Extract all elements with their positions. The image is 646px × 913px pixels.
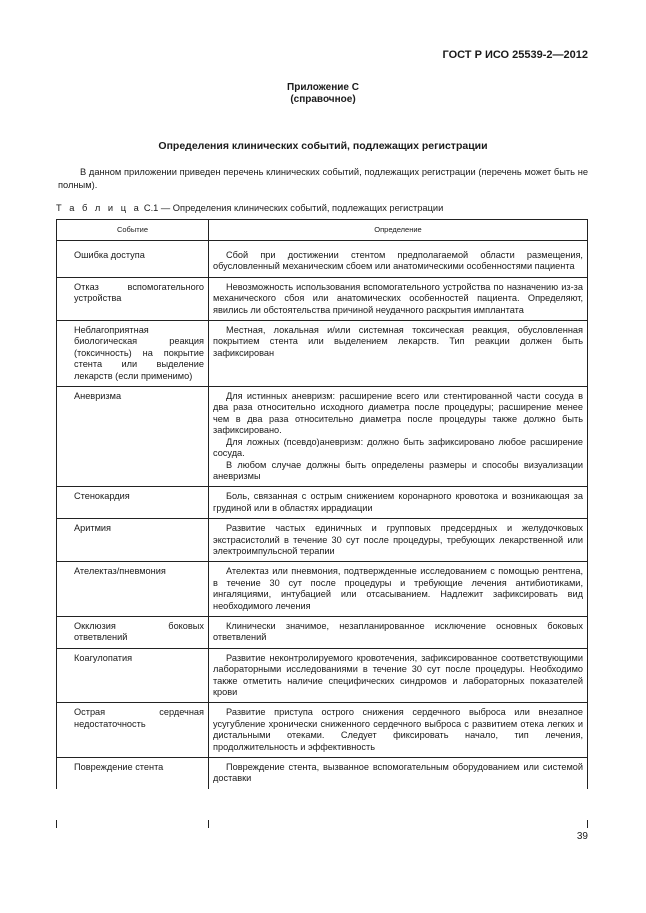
event-cell <box>57 321 209 387</box>
definition-paragraph: Местная, локальная и/или системная токсическая реакция, обусловленная покрытием стента или выделением лекарств. Тип реакции должен быть зафиксирован <box>213 325 583 358</box>
event-name: Коагулопатия <box>74 652 133 663</box>
table-row <box>57 246 588 277</box>
page-number: 39 <box>576 831 588 842</box>
event-cell <box>57 277 209 320</box>
table-border-middle <box>208 820 209 828</box>
definition-cell <box>209 616 588 648</box>
definition-cell <box>209 519 588 562</box>
appendix-heading <box>0 82 646 106</box>
definition-cell <box>209 562 588 617</box>
event-cell <box>57 703 209 758</box>
event-name: Окклюзия боковых ответвлений <box>74 620 204 643</box>
event-name: Аритмия <box>74 523 112 534</box>
table-row <box>57 616 588 648</box>
table-caption <box>56 203 443 213</box>
table-tail <box>56 820 588 828</box>
table-row <box>57 321 588 387</box>
table-border-right <box>587 820 588 828</box>
document-code: ГОСТ Р ИСО 25539-2—2012 <box>442 49 588 61</box>
definition-cell <box>209 277 588 320</box>
appendix-subtitle: (справочное) <box>290 94 356 105</box>
event-name: Неблагоприятная биологическая реакция (токсичность) на покрытие стента или выделение лекарств (если применимо) <box>74 325 204 381</box>
definition-cell <box>209 487 588 519</box>
table-caption-text: С.1 — Определения клинических событий, подлежащих регистрации <box>141 203 444 213</box>
event-name: Стенокардия <box>74 491 130 502</box>
clinical-events-table <box>56 219 588 789</box>
table-row <box>57 562 588 617</box>
table-row <box>57 703 588 758</box>
definition-paragraph: Развитие частых единичных и групповых предсердных и желудочковых экстрасистолий в течение 30 сут после процедуры, требующих лекарственной или электроимпульсной терапии <box>213 523 583 556</box>
event-cell <box>57 758 209 789</box>
definition-cell <box>209 321 588 387</box>
definition-paragraph: В любом случае должны быть определены размеры и способы визуализации аневризмы <box>213 459 583 481</box>
table-body <box>57 241 588 789</box>
definition-paragraph: Боль, связанная с острым снижением коронарного кровотока и возникающая за грудиной или в областях иррадиации <box>213 491 583 513</box>
table-row <box>57 758 588 789</box>
column-header-definition: Определение <box>209 220 588 241</box>
table-row <box>57 519 588 562</box>
table-border-left <box>56 820 57 828</box>
column-header-event: Событие <box>57 220 209 241</box>
definition-paragraph: Невозможность использования вспомогательного устройства по назначению из-за механического сбоя или анатомических особенностей пациента. Определяют, явились ли обстоятельства причиной неудачного раскрытия имплантата <box>213 281 583 315</box>
definition-paragraph: Ателектаз или пневмония, подтвержденные исследованием с помощью рентгена, в течение 30 сут после процедуры и требующие лечения антибиотиками, ингаляциями, интубацией или отсасыванием. Надлежит зафиксировать вид необходимого лечения <box>213 566 583 611</box>
event-name: Ателектаз/пневмония <box>74 566 166 577</box>
event-name: Ошибка доступа <box>74 250 145 260</box>
definition-paragraph: Сбой при достижении стентом предполагаемой области размещения, обусловленный механическим сбоем или анатомическими особенностями пациента <box>213 250 583 272</box>
event-name: Аневризма <box>74 391 122 402</box>
intro-paragraph: В данном приложении приведен перечень клинических событий, подлежащих регистрации (перечень может быть не полным). <box>58 167 588 190</box>
table-row <box>57 648 588 703</box>
definition-cell <box>209 387 588 487</box>
definition-paragraph: Развитие неконтролируемого кровотечения, зафиксированное соответствующими лабораторными исследованиями в течение 30 сут после процедуры. Необходимо также отметить наличие специфических синдромов и лабораторных показателей крови <box>213 652 583 697</box>
definition-cell <box>209 246 588 277</box>
event-name: Острая сердечная недостаточность <box>74 707 204 729</box>
table-caption-prefix: Т а б л и ц а <box>56 203 142 213</box>
event-cell <box>57 387 209 487</box>
event-cell <box>57 562 209 617</box>
event-cell <box>57 519 209 562</box>
definition-paragraph: Для истинных аневризм: расширение всего или стентированной части сосуда в два раза относительно исходного диаметра после процедуры; расширение менее чем в два раза относительно диаметра после процедуры также должно быть зафиксировано. <box>213 391 583 436</box>
event-cell <box>57 487 209 519</box>
section-title: Определения клинических событий, подлежащих регистрации <box>158 140 488 152</box>
event-cell <box>57 648 209 703</box>
table-row <box>57 277 588 320</box>
appendix-title: Приложение С <box>287 82 359 93</box>
definition-cell <box>209 758 588 789</box>
definition-paragraph: Повреждение стента, вызванное вспомогательным оборудованием или системой доставки <box>213 762 583 784</box>
definition-paragraph: Развитие приступа острого снижения сердечного выброса или внезапное усугубление хронически сниженного сердечного выброса с развитием отека легких и дистальными отеками. Следует фиксировать начало, тип лечения, продолжительность и эффективность <box>213 707 583 752</box>
definition-paragraph: Для ложных (псевдо)аневризм: должно быть зафиксировано любое расширение сосуда. <box>213 436 583 459</box>
event-cell <box>57 246 209 277</box>
table-row <box>57 387 588 487</box>
event-cell <box>57 616 209 648</box>
definition-cell <box>209 703 588 758</box>
table-row <box>57 487 588 519</box>
definition-cell <box>209 648 588 703</box>
event-name: Отказ вспомогательного устройства <box>74 281 204 304</box>
definition-paragraph: Клинически значимое, незапланированное исключение основных боковых ответвлений <box>213 620 583 643</box>
event-name: Повреждение стента <box>74 762 164 773</box>
